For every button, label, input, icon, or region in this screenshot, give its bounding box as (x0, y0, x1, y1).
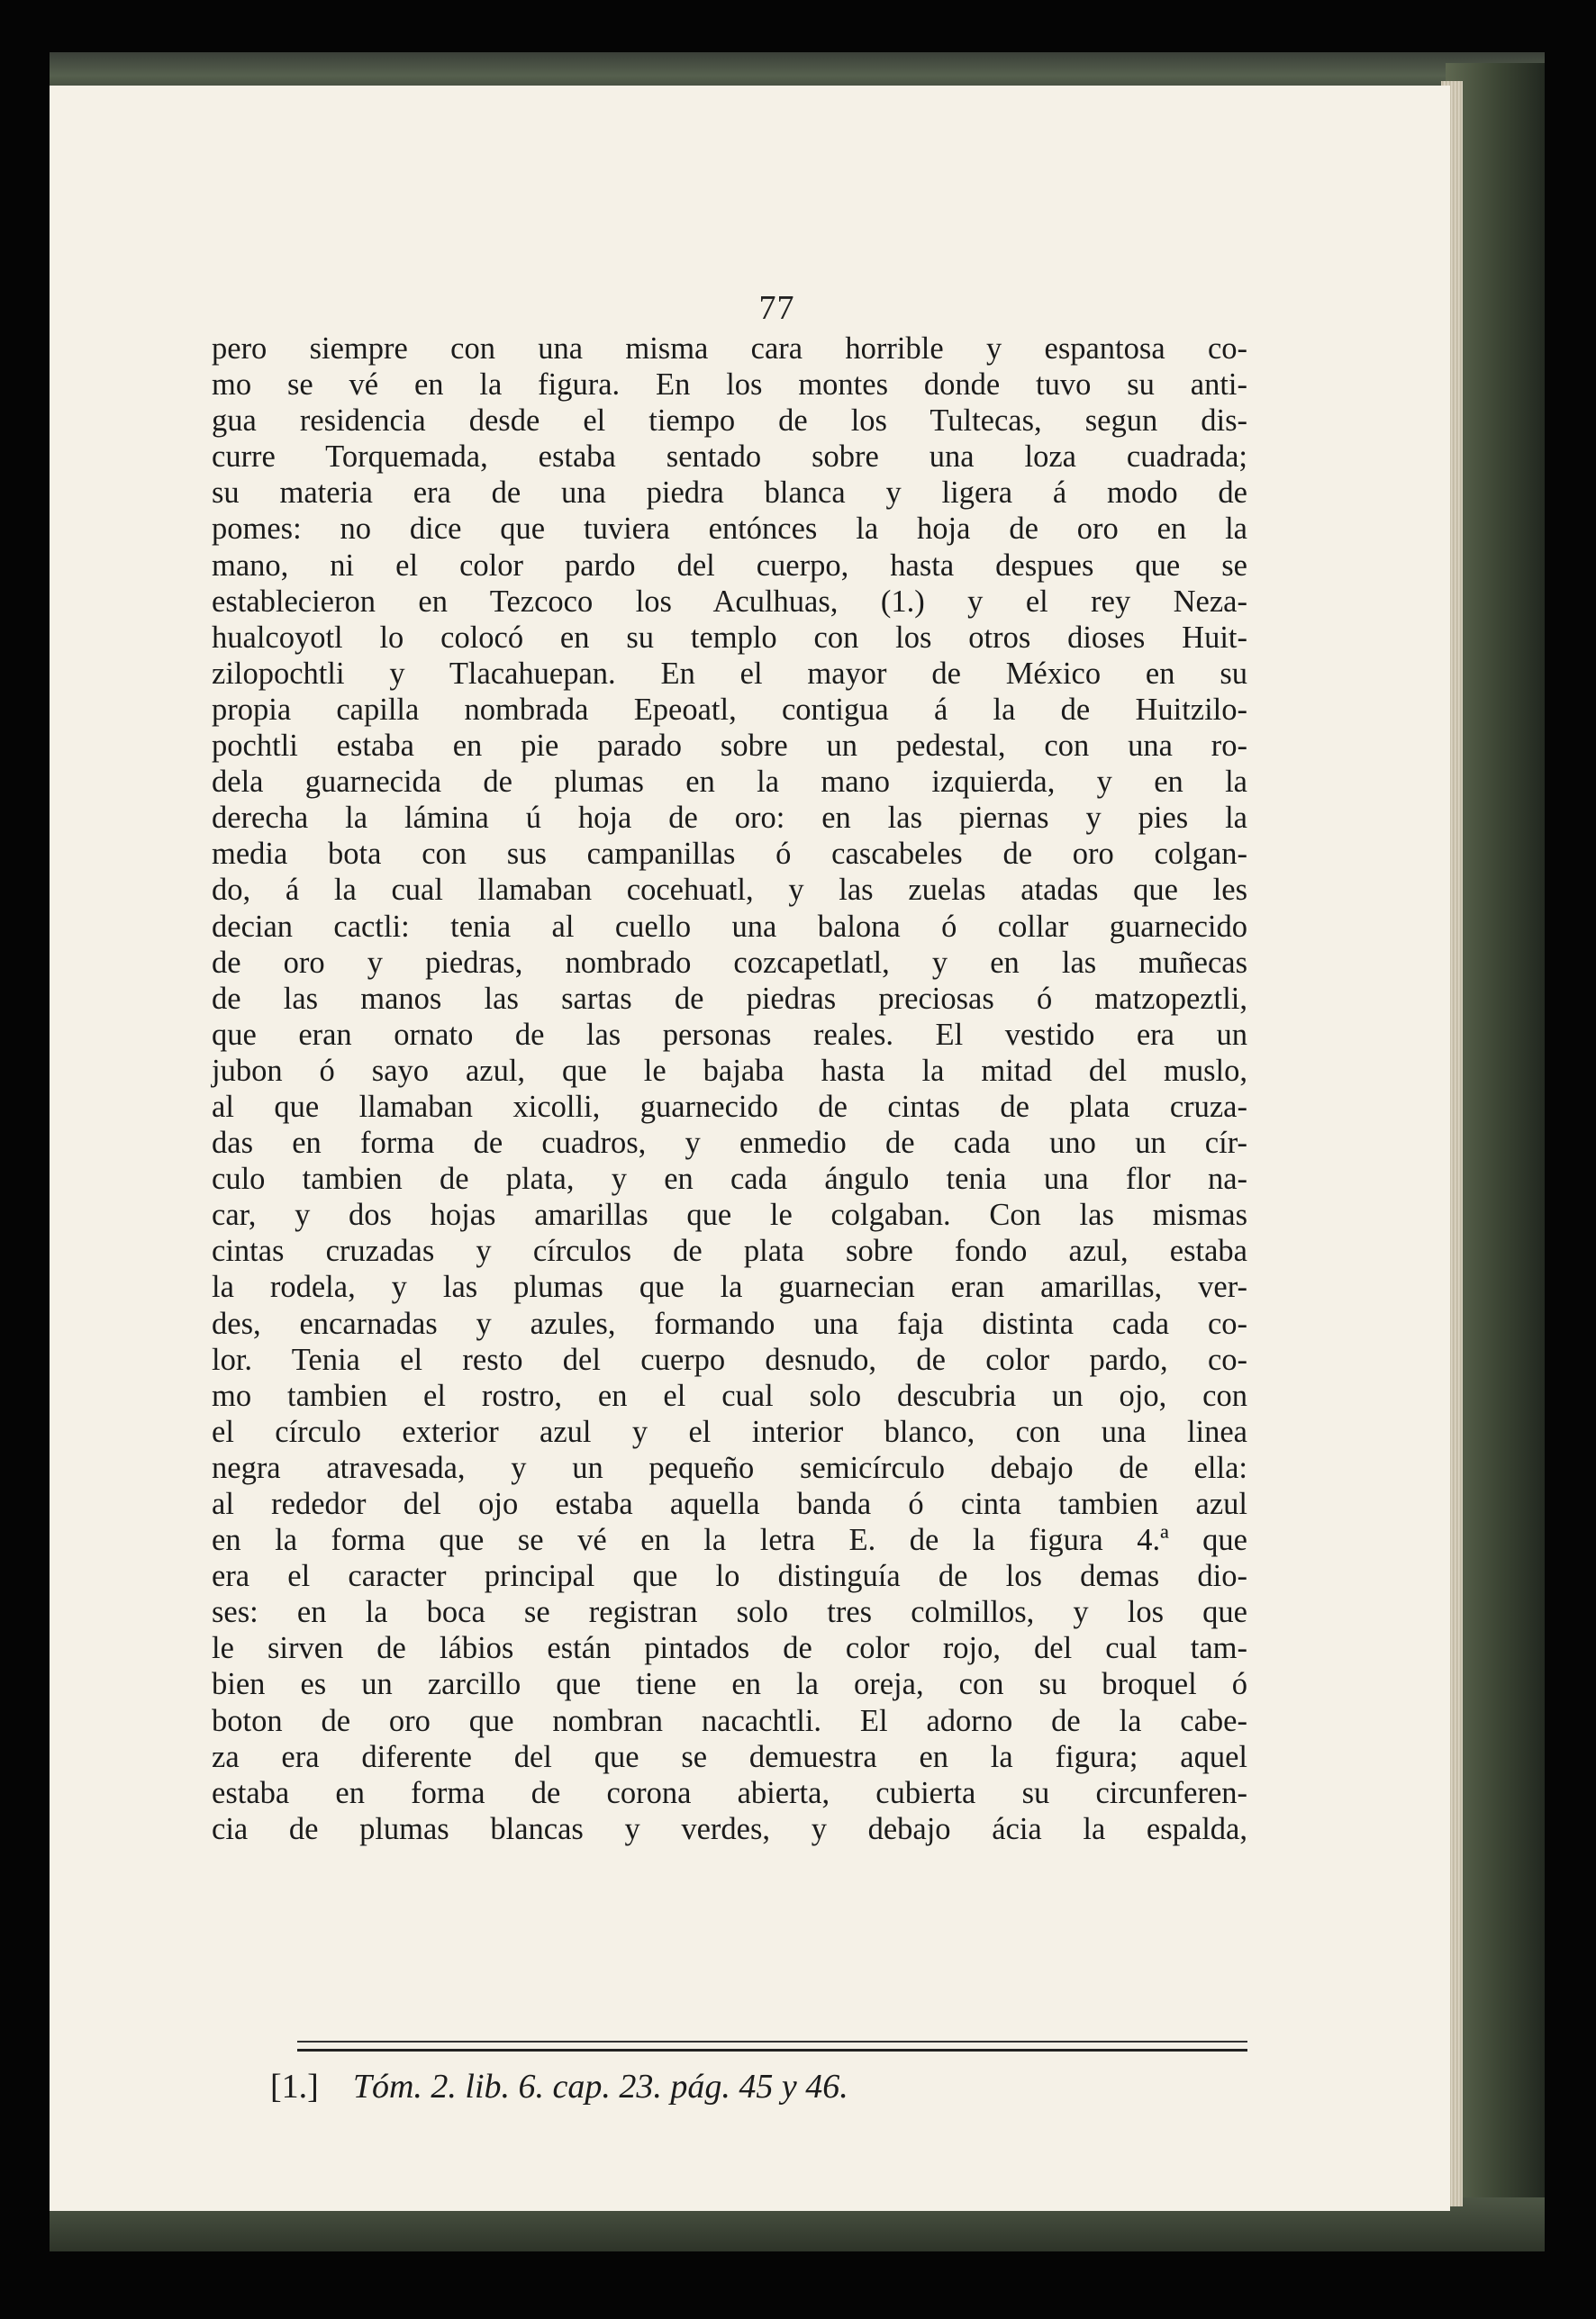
text-line: la rodela, y las plumas que la guarnecian eran amarillas, ver- (212, 1270, 1247, 1305)
text-line: za era diferente del que se demuestra en la figura; aquel (212, 1739, 1247, 1774)
text-line: jubon ó sayo azul, que le bajaba hasta la mitad del muslo, (212, 1053, 1247, 1088)
text-line: hualcoyotl lo colocó en su templo con los otros dioses Huit- (212, 620, 1247, 655)
text-line: mo se vé en la figura. En los montes donde tuvo su anti- (212, 367, 1247, 403)
page-number: 77 (758, 289, 795, 327)
text-line: de oro y piedras, nombrado cozcapetlatl, y en las muñecas (212, 945, 1247, 980)
footnote-text: Tóm. 2. lib. 6. cap. 23. pág. 45 y 46. (352, 2068, 848, 2106)
text-line: ses: en la boca se registran solo tres colmillos, y los que (212, 1595, 1247, 1630)
text-line: mano, ni el color pardo del cuerpo, hasta despues que se (212, 548, 1247, 583)
text-line: el círculo exterior azul y el interior blanco, con una linea (212, 1414, 1247, 1449)
text-line: que eran ornato de las personas reales. El vestido era un (212, 1017, 1247, 1052)
text-line: le sirven de lábios están pintados de color rojo, del cual tam- (212, 1631, 1247, 1666)
text-line: gua residencia desde el tiempo de los Tultecas, segun dis- (212, 403, 1247, 439)
text-line: establecieron en Tezcoco los Aculhuas, (1.) y el rey Neza- (212, 584, 1247, 619)
footnote-ref: [1.] (270, 2068, 319, 2106)
text-line: zilopochtli y Tlacahuepan. En el mayor de México en su (212, 656, 1247, 691)
text-line: pomes: no dice que tuviera entónces la hoja de oro en la (212, 512, 1247, 547)
text-line: derecha la lámina ú hoja de oro: en las piernas y pies la (212, 801, 1247, 836)
text-line: estaba en forma de corona abierta, cubierta su circunferen- (212, 1775, 1247, 1810)
text-line: lor. Tenia el resto del cuerpo desnudo, de color pardo, co- (212, 1342, 1247, 1377)
text-line: al que llamaban xicolli, guarnecido de cintas de plata cruza- (212, 1089, 1247, 1124)
text-line: pero siempre con una misma cara horrible y espantosa co- (212, 331, 1247, 366)
text-line: culo tambien de plata, y en cada ángulo tenia una flor na- (212, 1162, 1247, 1197)
text-line: boton de oro que nombran nacachtli. El adorno de la cabe- (212, 1703, 1247, 1738)
text-line: do, á la cual llamaban cocehuatl, y las zuelas atadas que les (212, 873, 1247, 908)
text-line: des, encarnadas y azules, formando una faja distinta cada co- (212, 1306, 1247, 1341)
text-line: dela guarnecida de plumas en la mano izquierda, y en la (212, 765, 1247, 800)
page-paper (50, 86, 1450, 2211)
text-line: car, y dos hojas amarillas que le colgaban. Con las mismas (212, 1198, 1247, 1233)
text-line: mo tambien el rostro, en el cual solo descubria un ojo, con (212, 1378, 1247, 1413)
text-line: propia capilla nombrada Epeoatl, contigua á la de Huitzilo- (212, 692, 1247, 727)
text-line: curre Torquemada, estaba sentado sobre una loza cuadrada; (212, 439, 1247, 475)
text-line: negra atravesada, y un pequeño semicírculo debajo de ella: (212, 1450, 1247, 1485)
text-line: en la forma que se vé en la letra E. de la figura 4.ª que (212, 1523, 1247, 1558)
footnote (270, 2067, 1081, 2106)
text-line: de las manos las sartas de piedras preciosas ó matzopeztli, (212, 981, 1247, 1016)
text-line: bien es un zarcillo que tiene en la oreja, con su broquel ó (212, 1667, 1247, 1702)
text-line: cia de plumas blancas y verdes, y debajo ácia la espalda, (212, 1811, 1247, 1846)
text-line: su materia era de una piedra blanca y ligera á modo de (212, 476, 1247, 511)
text-line: era el caracter principal que lo distinguía de los demas dio- (212, 1559, 1247, 1594)
text-line: pochtli estaba en pie parado sobre un pedestal, con una ro- (212, 729, 1247, 764)
text-line: decian cactli: tenia al cuello una balona ó collar guarnecido (212, 909, 1247, 944)
body-text (212, 331, 1247, 1847)
text-line: al rededor del ojo estaba aquella banda ó cinta tambien azul (212, 1487, 1247, 1521)
footnote-rule (297, 2041, 1247, 2052)
text-line: media bota con sus campanillas ó cascabeles de oro colgan- (212, 837, 1247, 872)
text-line: cintas cruzadas y círculos de plata sobre fondo azul, estaba (212, 1234, 1247, 1269)
text-line: das en forma de cuadros, y enmedio de cada uno un cír- (212, 1126, 1247, 1161)
